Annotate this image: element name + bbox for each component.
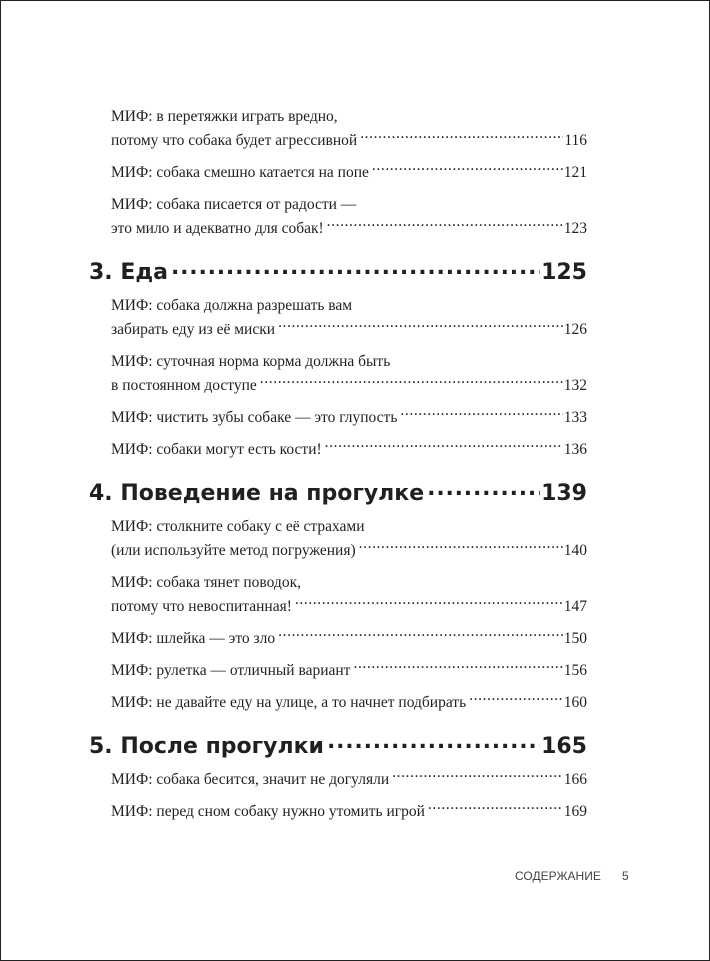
toc-entry[interactable] xyxy=(111,571,587,619)
chapter-heading[interactable] xyxy=(89,731,587,762)
footer-page-number: 5 xyxy=(622,869,629,883)
page-number: 156 xyxy=(563,662,587,679)
dot-leader xyxy=(428,802,563,816)
entry-last-line xyxy=(111,217,587,241)
toc-entry[interactable] xyxy=(111,627,587,651)
entry-title-line: МИФ: чистить зубы собаке — это глупость xyxy=(111,409,398,426)
dot-leader xyxy=(171,257,540,279)
entry-last-line xyxy=(111,438,587,462)
toc-entry[interactable] xyxy=(111,406,587,430)
toc-entry[interactable] xyxy=(111,193,587,241)
entry-title-line: МИФ: собака бесится, значит не догуляли xyxy=(111,771,390,788)
entry-title-line: потому что собака будет агрессивной xyxy=(111,132,358,149)
dot-leader xyxy=(327,731,540,753)
entry-title-line: 3. Еда xyxy=(89,260,168,285)
entry-title-line: это мило и адекватно для собак! xyxy=(111,220,324,237)
page-number: 166 xyxy=(563,771,587,788)
page-number: 116 xyxy=(564,132,587,149)
entry-title-line: МИФ: суточная норма корма должна быть xyxy=(111,353,391,370)
running-footer xyxy=(515,869,629,883)
chapter-heading[interactable] xyxy=(89,257,587,288)
entry-last-line xyxy=(111,800,587,824)
toc-entry[interactable] xyxy=(111,659,587,683)
toc-entry[interactable] xyxy=(111,691,587,715)
toc-entry[interactable] xyxy=(111,350,587,398)
dot-leader xyxy=(295,597,563,611)
dot-leader xyxy=(353,661,562,675)
page-number: 140 xyxy=(563,542,587,559)
dot-leader xyxy=(260,376,563,390)
entry-last-line xyxy=(111,595,587,619)
dot-leader xyxy=(359,541,563,555)
page-number: 121 xyxy=(563,164,587,181)
entry-last-line xyxy=(111,539,587,563)
page-number: 136 xyxy=(563,441,587,458)
page-number: 150 xyxy=(563,630,587,647)
entry-title-line: 4. Поведение на прогулке xyxy=(89,481,425,506)
page-number: 123 xyxy=(563,220,587,237)
entry-last-line xyxy=(111,691,587,715)
dot-leader xyxy=(427,478,540,500)
dot-leader xyxy=(327,219,563,233)
entry-last-line xyxy=(111,129,587,153)
entry-last-line xyxy=(111,374,587,398)
chapter-heading[interactable] xyxy=(89,478,587,509)
page-number: 125 xyxy=(541,260,587,285)
entry-title-line: МИФ: собака писается от радости — xyxy=(111,196,357,213)
footer-section-title: СОДЕРЖАНИЕ xyxy=(515,869,601,883)
entry-title-line: МИФ: собака смешно катается на попе xyxy=(111,164,369,181)
entry-title-line: МИФ: в перетяжки играть вредно, xyxy=(111,108,338,125)
entry-title-line: 5. После прогулки xyxy=(89,734,324,759)
entry-last-line xyxy=(111,161,587,185)
entry-title-line: потому что невоспитанная! xyxy=(111,598,292,615)
dot-leader xyxy=(469,693,563,707)
entry-title-line: забирать еду из её миски xyxy=(111,321,276,338)
table-of-contents xyxy=(89,105,587,824)
dot-leader xyxy=(360,131,563,145)
entry-title-line: МИФ: столкните собаку с её страхами xyxy=(111,518,365,535)
entry-title-line: в постоянном доступе xyxy=(111,377,257,394)
entry-title-line: МИФ: рулетка — отличный вариант xyxy=(111,662,351,679)
page-number: 126 xyxy=(563,321,587,338)
page-number: 139 xyxy=(541,481,587,506)
dot-leader xyxy=(278,320,563,334)
page-number: 133 xyxy=(563,409,587,426)
entry-last-line xyxy=(89,478,587,509)
toc-entry[interactable] xyxy=(111,294,587,342)
toc-entry[interactable] xyxy=(111,105,587,153)
entry-title-line: МИФ: собака тянет поводок, xyxy=(111,574,301,591)
page-number: 169 xyxy=(563,803,587,820)
dot-leader xyxy=(400,408,562,422)
entry-last-line xyxy=(89,731,587,762)
entry-last-line xyxy=(111,318,587,342)
toc-entry[interactable] xyxy=(111,438,587,462)
entry-last-line xyxy=(111,627,587,651)
page-number: 160 xyxy=(563,694,587,711)
toc-entry[interactable] xyxy=(111,161,587,185)
entry-title-line: МИФ: не давайте еду на улице, а то начнет подбирать xyxy=(111,694,467,711)
page-number: 165 xyxy=(541,734,587,759)
entry-title-line: МИФ: собака должна разрешать вам xyxy=(111,297,353,314)
entry-last-line xyxy=(111,768,587,792)
entry-last-line xyxy=(89,257,587,288)
entry-title-line: МИФ: собаки могут есть кости! xyxy=(111,441,322,458)
dot-leader xyxy=(372,163,563,177)
entry-title-line: МИФ: перед сном собаку нужно утомить игрой xyxy=(111,803,425,820)
dot-leader xyxy=(392,770,563,784)
page-number: 147 xyxy=(563,598,587,615)
page-number: 132 xyxy=(563,377,587,394)
entry-last-line xyxy=(111,659,587,683)
entry-last-line xyxy=(111,406,587,430)
entry-title-line: МИФ: шлейка — это зло xyxy=(111,630,276,647)
dot-leader xyxy=(325,440,563,454)
dot-leader xyxy=(278,629,563,643)
toc-entry[interactable] xyxy=(111,800,587,824)
entry-title-line: (или используйте метод погружения) xyxy=(111,542,356,559)
toc-entry[interactable] xyxy=(111,515,587,563)
toc-entry[interactable] xyxy=(111,768,587,792)
